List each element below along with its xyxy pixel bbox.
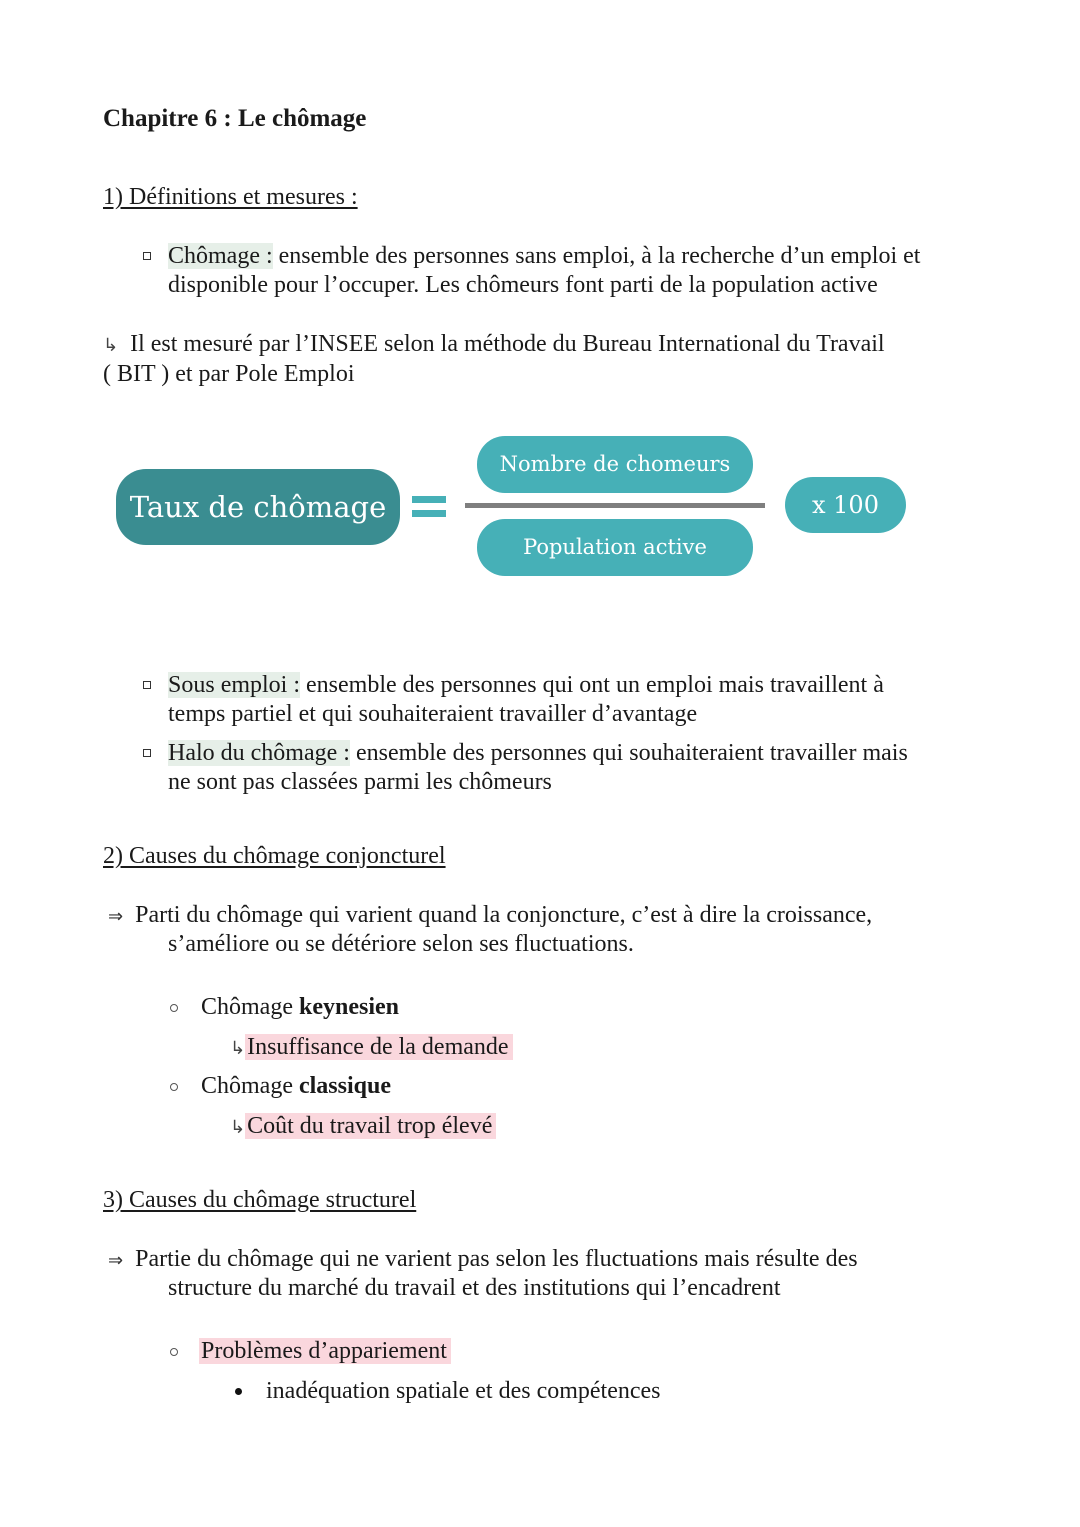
keynesien-cause-text: Insuffisance de la demande: [245, 1034, 512, 1060]
page-title: Chapitre 6 : Le chômage: [103, 105, 367, 132]
definition-chomage: [168, 242, 920, 300]
classique-bold: classique: [298, 1073, 391, 1099]
definition-text: ensemble des personnes sans emploi, à la recherche d’un emploi et: [272, 243, 921, 269]
classique-item: [201, 1072, 391, 1101]
square-bullet-icon: [143, 252, 151, 260]
definition-halo: [168, 739, 908, 797]
structurel-text: structure du marché du travail et des institutions qui l’encadrent: [168, 1275, 781, 1301]
return-arrow-icon: ↳: [230, 1038, 246, 1059]
definition-text: ne sont pas classées parmi les chômeurs: [168, 769, 552, 795]
square-bullet-icon: [143, 749, 151, 757]
term-halo: Halo du chômage :: [168, 740, 350, 766]
mesure-text: Il est mesuré par l’INSEE selon la méthode du Bureau International du Travail: [130, 331, 885, 357]
classique-cause-text: Coût du travail trop élevé: [245, 1113, 496, 1139]
term-chomage: Chômage :: [168, 243, 273, 269]
mesure-text: ( BIT ) et par Pole Emploi: [103, 361, 355, 387]
classique-prefix: Chômage: [201, 1073, 299, 1099]
return-arrow-icon: ↳: [230, 1117, 246, 1138]
section-heading-structurel: 3) Causes du chômage structurel: [103, 1187, 417, 1213]
circle-bullet-icon: [170, 1004, 178, 1012]
filled-bullet-icon: [235, 1388, 242, 1395]
probleme-text: Problèmes d’appariement: [199, 1338, 451, 1364]
definition-text: disponible pour l’occuper. Les chômeurs font parti de la population active: [168, 272, 878, 298]
probleme-detail: inadéquation spatiale et des compétences: [266, 1378, 661, 1404]
structurel-text: Partie du chômage qui ne varient pas selon les fluctuations mais résulte des: [135, 1246, 858, 1272]
equals-sign-icon: [412, 496, 446, 503]
section-heading-conjoncturel: 2) Causes du chômage conjoncturel: [103, 843, 446, 869]
conjoncturel-text: s’améliore ou se détériore selon ses fluctuations.: [168, 931, 634, 957]
section-heading-definitions: 1) Définitions et mesures :: [103, 184, 358, 210]
implies-arrow-icon: ⇒: [108, 1250, 124, 1271]
probleme-item: [199, 1337, 451, 1366]
conjoncturel-text: Parti du chômage qui varient quand la conjoncture, c’est à dire la croissance,: [135, 902, 873, 928]
formula-numerator: Nombre de chomeurs: [477, 436, 753, 493]
return-arrow-icon: ↳: [103, 335, 119, 356]
keynesien-bold: keynesien: [298, 994, 399, 1020]
mesure-paragraph: [103, 330, 885, 389]
keynesien-cause: [230, 1033, 513, 1063]
keynesien-prefix: Chômage: [201, 994, 299, 1020]
equals-sign-icon: [412, 510, 446, 517]
definition-text: temps partiel et qui souhaiteraient travailler d’avantage: [168, 701, 698, 727]
conjoncturel-paragraph: [108, 901, 872, 931]
term-sous-emploi: Sous emploi :: [168, 672, 301, 698]
formula-denominator: Population active: [477, 519, 753, 576]
formula-label: Taux de chômage: [116, 469, 400, 545]
definition-text: ensemble des personnes qui souhaiteraient travailler mais: [349, 740, 908, 766]
structurel-paragraph: [108, 1245, 858, 1275]
circle-bullet-icon: [170, 1083, 178, 1091]
implies-arrow-icon: ⇒: [108, 906, 124, 927]
keynesien-item: [201, 993, 399, 1022]
formula-multiplier: x 100: [785, 477, 906, 533]
definition-sous-emploi: [168, 671, 884, 729]
circle-bullet-icon: [170, 1348, 178, 1356]
fraction-line: [465, 503, 765, 508]
square-bullet-icon: [143, 681, 151, 689]
definition-text: ensemble des personnes qui ont un emploi mais travaillent à: [300, 672, 884, 698]
classique-cause: [230, 1112, 496, 1142]
